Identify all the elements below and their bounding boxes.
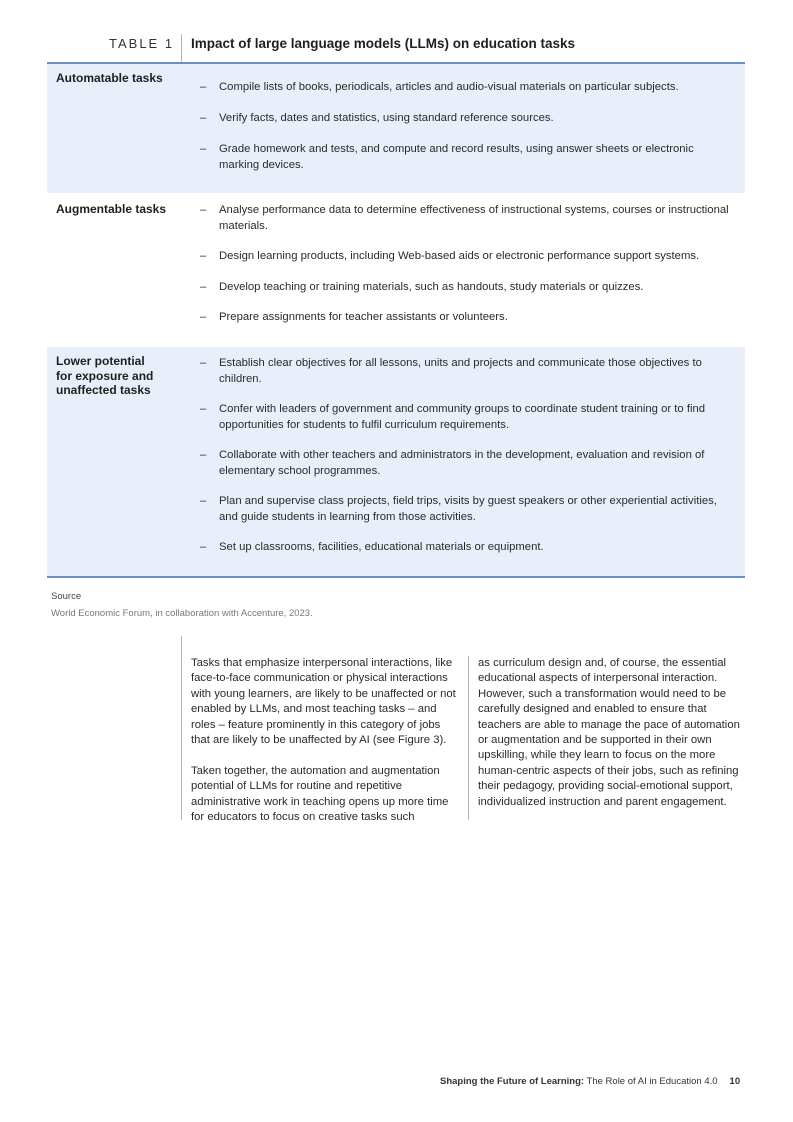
paragraph: Taken together, the automation and augmentation potential of LLMs for routine and repetitive administrative work in teaching opens up more time for educators to focus on creative tasks such bbox=[191, 764, 449, 824]
dash-bullet: – bbox=[200, 311, 207, 323]
header-divider bbox=[181, 34, 182, 62]
task-item: – Verify facts, dates and statistics, using standard reference sources. bbox=[200, 111, 735, 127]
dash-bullet: – bbox=[200, 281, 207, 293]
dash-bullet: – bbox=[200, 81, 207, 93]
dash-bullet: – bbox=[200, 449, 207, 461]
page-footer bbox=[440, 1076, 740, 1087]
footer-title-bold: Shaping the Future of Learning: bbox=[440, 1076, 585, 1087]
dash-bullet: – bbox=[200, 250, 207, 262]
task-item: – Develop teaching or training materials, such as handouts, study materials or quizzes. bbox=[200, 280, 735, 296]
dash-bullet: – bbox=[200, 541, 207, 553]
footer-title: The Role of AI in Education 4.0 bbox=[584, 1076, 718, 1087]
table-header bbox=[47, 31, 745, 62]
dash-bullet: – bbox=[200, 403, 207, 415]
task-item: – Compile lists of books, periodicals, articles and audio-visual materials on particular subjects. bbox=[200, 80, 735, 96]
section-label: Lower potential for exposure and unaffected tasks bbox=[56, 354, 154, 397]
task-item: – Analyse performance data to determine effectiveness of instructional systems, courses or instructional materials. bbox=[200, 204, 729, 232]
task-item: – Prepare assignments for teacher assistants or volunteers. bbox=[200, 310, 735, 326]
body-column-right bbox=[478, 656, 748, 825]
section-label: Augmentable tasks bbox=[56, 202, 167, 216]
table-number: TABLE 1 bbox=[109, 36, 175, 51]
source-text: World Economic Forum, in collaboration with Accenture, 2023. bbox=[51, 608, 313, 619]
column-rule-left bbox=[181, 636, 182, 820]
task-item: – Plan and supervise class projects, field trips, visits by guest speakers or other experiential activities, and guide students in learning from those activities. bbox=[200, 495, 717, 523]
page-number: 10 bbox=[729, 1076, 741, 1087]
section-automatable bbox=[47, 64, 745, 193]
dash-bullet: – bbox=[200, 204, 207, 216]
section-augmentable bbox=[47, 193, 745, 347]
dash-bullet: – bbox=[200, 112, 207, 124]
paragraph: as curriculum design and, of course, the essential educational aspects of interpersonal interaction. However, such a transformation would need to be carefully designed and enabled to ensure that teachers are able to manage the pace of automation or augmentation and be supported in their own upskilling, while they learn to focus on the more human-centric aspects of their jobs, such as refining their pedagogy, providing social-emotional support, individualized instruction and parent engagement. bbox=[478, 657, 740, 808]
task-item: – Establish clear objectives for all lessons, units and projects and communicate those objectives to children. bbox=[200, 357, 702, 385]
column-rule-right bbox=[468, 656, 469, 820]
dash-bullet: – bbox=[200, 143, 207, 155]
body-column-left bbox=[191, 656, 461, 841]
table-bottom-rule bbox=[47, 576, 745, 578]
section-lower-potential bbox=[47, 347, 745, 576]
task-item: – Design learning products, including Web-based aids or electronic performance support systems. bbox=[200, 249, 735, 265]
task-item: – Grade homework and tests, and compute and record results, using answer sheets or electronic marking devices. bbox=[200, 143, 694, 171]
task-item: – Confer with leaders of government and community groups to coordinate student training or to find opportunities for students to fulfil curriculum requirements. bbox=[200, 403, 706, 431]
dash-bullet: – bbox=[200, 357, 207, 369]
section-label: Automatable tasks bbox=[56, 71, 163, 85]
paragraph: Tasks that emphasize interpersonal interactions, like face-to-face communication or physical interactions with young learners, are likely to be unaffected or not enabled by LLMs, and most teaching tasks – and roles – feature prominently in this category of jobs that are likely to be unaffected by AI (see Figure 3). bbox=[191, 657, 456, 747]
task-item: – Collaborate with other teachers and administrators in the development, evaluation and revision of elementary school programmes. bbox=[200, 449, 705, 477]
task-item: – Set up classrooms, facilities, educational materials or equipment. bbox=[200, 540, 735, 556]
source-label: Source bbox=[51, 591, 82, 602]
table-title: Impact of large language models (LLMs) on education tasks bbox=[191, 36, 576, 51]
dash-bullet: – bbox=[200, 495, 207, 507]
